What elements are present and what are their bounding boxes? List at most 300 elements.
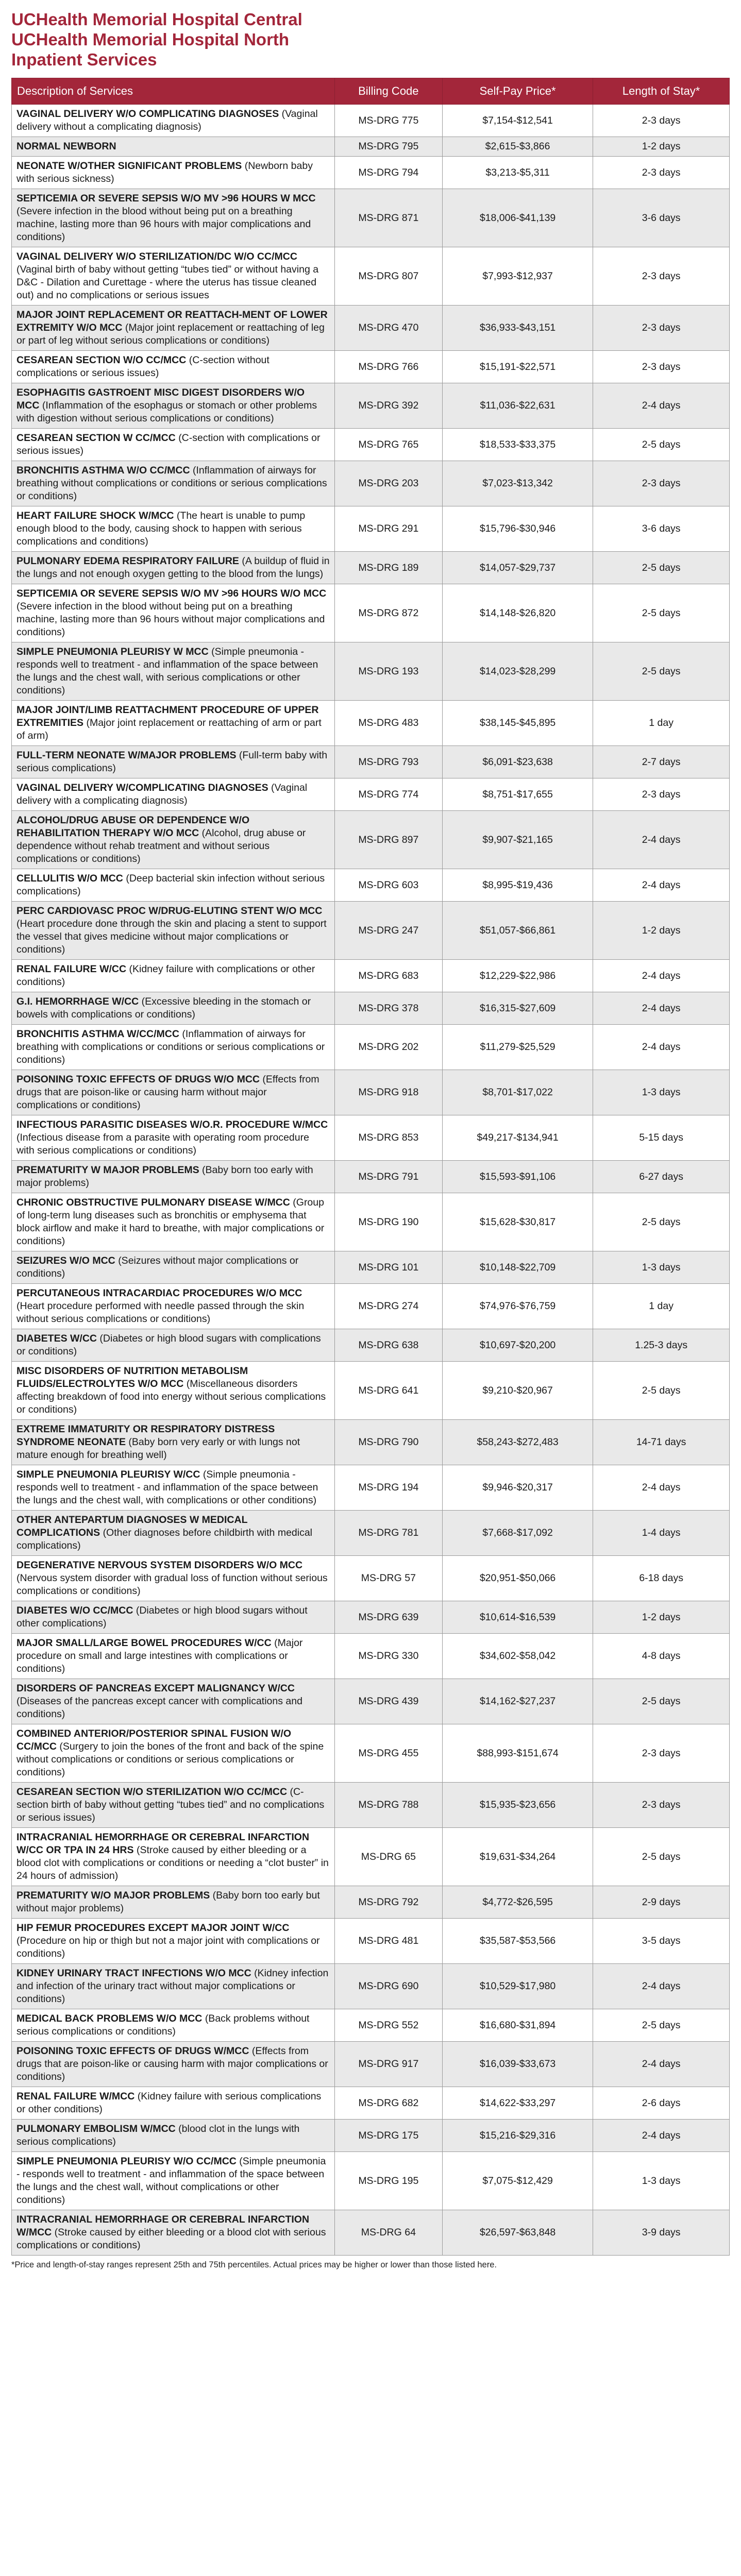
self-pay-price-cell: $15,935-$23,656 — [442, 1783, 593, 1828]
service-description-cell — [12, 584, 335, 642]
billing-code-cell: MS-DRG 330 — [334, 1634, 442, 1679]
table-row — [12, 1724, 730, 1783]
service-detail: (Procedure on hip or thigh but not a major joint with complications or conditions) — [16, 1935, 320, 1959]
service-detail: (Vaginal delivery without a complicating diagnosis) — [16, 108, 318, 132]
length-of-stay-cell: 2-5 days — [593, 2009, 730, 2042]
services-table — [11, 78, 730, 2256]
billing-code-cell: MS-DRG 203 — [334, 461, 442, 506]
length-of-stay-cell: 5-15 days — [593, 1115, 730, 1161]
table-row — [12, 778, 730, 811]
service-description-cell — [12, 247, 335, 306]
length-of-stay-cell: 2-3 days — [593, 247, 730, 306]
length-of-stay-cell: 1-2 days — [593, 137, 730, 157]
service-title: FULL-TERM NEONATE W/MAJOR PROBLEMS — [16, 750, 237, 761]
length-of-stay-cell: 1-2 days — [593, 902, 730, 960]
table-row — [12, 506, 730, 552]
service-title: OTHER ANTEPARTUM DIAGNOSES W MEDICAL COMPLICATIONS — [16, 1514, 248, 1538]
billing-code-cell: MS-DRG 918 — [334, 1070, 442, 1115]
billing-code-cell: MS-DRG 775 — [334, 105, 442, 137]
self-pay-price-cell: $8,995-$19,436 — [442, 869, 593, 902]
self-pay-price-cell: $36,933-$43,151 — [442, 306, 593, 351]
billing-code-cell: MS-DRG 603 — [334, 869, 442, 902]
service-detail: (Surgery to join the bones of the front and back of the spine without complications or conditions or serious complications or conditions) — [16, 1741, 324, 1778]
service-description-cell — [12, 1362, 335, 1420]
billing-code-cell: MS-DRG 795 — [334, 137, 442, 157]
service-description-cell — [12, 2087, 335, 2120]
billing-code-cell: MS-DRG 57 — [334, 1556, 442, 1601]
service-detail: (Excessive bleeding in the stomach or bowels with complications or conditions) — [16, 996, 311, 1020]
table-row — [12, 1025, 730, 1070]
service-detail: (Simple pneumonia - responds well to treatment - and inflammation of the space between the lungs and the chest wall, with serious complications or other conditions) — [16, 646, 318, 696]
table-row — [12, 960, 730, 992]
service-detail: (Kidney infection and infection of the urinary tract without major complications or conditions) — [16, 1968, 329, 2005]
service-description-cell — [12, 1964, 335, 2009]
self-pay-price-cell: $6,091-$23,638 — [442, 746, 593, 778]
length-of-stay-cell: 1 day — [593, 1284, 730, 1329]
service-detail: (Baby born very early or with lungs not mature enough for breathing well) — [16, 1436, 300, 1461]
billing-code-cell: MS-DRG 392 — [334, 383, 442, 429]
table-row — [12, 2210, 730, 2256]
billing-code-cell: MS-DRG 194 — [334, 1465, 442, 1511]
service-detail: (The heart is unable to pump enough blood to the body, causing shock to happen with serious complications and conditions) — [16, 510, 306, 547]
length-of-stay-cell: 2-3 days — [593, 157, 730, 189]
service-title: ALCOHOL/DRUG ABUSE OR DEPENDENCE W/O REHABILITATION THERAPY W/O MCC — [16, 815, 250, 839]
service-description-cell — [12, 2009, 335, 2042]
self-pay-price-cell: $74,976-$76,759 — [442, 1284, 593, 1329]
service-description-cell — [12, 1634, 335, 1679]
length-of-stay-cell: 14-71 days — [593, 1420, 730, 1465]
length-of-stay-cell: 2-3 days — [593, 306, 730, 351]
service-title: SIMPLE PNEUMONIA PLEURISY W/O CC/MCC — [16, 2156, 237, 2167]
service-title: BRONCHITIS ASTHMA W/CC/MCC — [16, 1028, 179, 1040]
service-detail: (Major procedure on small and large intestines with complications or conditions) — [16, 1637, 303, 1674]
length-of-stay-cell: 2-3 days — [593, 1783, 730, 1828]
table-row — [12, 1161, 730, 1193]
self-pay-price-cell: $7,075-$12,429 — [442, 2152, 593, 2210]
service-description-cell — [12, 1420, 335, 1465]
service-description-cell — [12, 1783, 335, 1828]
billing-code-cell: MS-DRG 202 — [334, 1025, 442, 1070]
length-of-stay-cell: 4-8 days — [593, 1634, 730, 1679]
billing-code-cell: MS-DRG 774 — [334, 778, 442, 811]
service-description-cell — [12, 1329, 335, 1362]
billing-code-cell: MS-DRG 690 — [334, 1964, 442, 2009]
self-pay-price-cell: $16,680-$31,894 — [442, 2009, 593, 2042]
service-title: NEONATE W/OTHER SIGNIFICANT PROBLEMS — [16, 160, 242, 172]
service-description-cell — [12, 701, 335, 746]
service-title: POISONING TOXIC EFFECTS OF DRUGS W/O MCC — [16, 1074, 260, 1085]
table-row — [12, 105, 730, 137]
self-pay-price-cell: $12,229-$22,986 — [442, 960, 593, 992]
service-description-cell — [12, 1193, 335, 1251]
length-of-stay-cell: 2-6 days — [593, 2087, 730, 2120]
length-of-stay-cell: 2-4 days — [593, 2042, 730, 2087]
length-of-stay-cell: 2-3 days — [593, 778, 730, 811]
self-pay-price-cell: $7,023-$13,342 — [442, 461, 593, 506]
table-row — [12, 429, 730, 461]
self-pay-price-cell: $7,668-$17,092 — [442, 1511, 593, 1556]
service-detail: (Nervous system disorder with gradual loss of function without serious complications or conditions) — [16, 1572, 328, 1597]
length-of-stay-cell: 1.25-3 days — [593, 1329, 730, 1362]
self-pay-price-cell: $7,993-$12,937 — [442, 247, 593, 306]
table-row — [12, 1511, 730, 1556]
length-of-stay-cell: 2-4 days — [593, 1025, 730, 1070]
service-title: INFECTIOUS PARASITIC DISEASES W/O.R. PROCEDURE W/MCC — [16, 1119, 328, 1130]
table-row — [12, 1193, 730, 1251]
billing-code-cell: MS-DRG 247 — [334, 902, 442, 960]
self-pay-price-cell: $11,036-$22,631 — [442, 383, 593, 429]
service-detail: (Group of long-term lung diseases such as bronchitis or emphysema that block airflow and make it hard to breathe, with major complications or conditions) — [16, 1197, 325, 1247]
table-header-row — [12, 78, 730, 105]
self-pay-price-cell: $38,145-$45,895 — [442, 701, 593, 746]
service-description-cell — [12, 461, 335, 506]
service-detail: (Miscellaneous disorders affecting breakdown of food into energy without serious complications or conditions) — [16, 1378, 326, 1415]
service-detail: (Kidney failure with serious complications or other conditions) — [16, 2091, 322, 2115]
service-title: PULMONARY EDEMA RESPIRATORY FAILURE — [16, 555, 239, 567]
column-header-length-of-stay: Length of Stay* — [593, 78, 730, 105]
service-title: BRONCHITIS ASTHMA W/O CC/MCC — [16, 465, 190, 476]
service-detail: (Infectious disease from a parasite with operating room procedure with serious complications or conditions) — [16, 1132, 309, 1156]
length-of-stay-cell: 3-6 days — [593, 189, 730, 247]
service-description-cell — [12, 1724, 335, 1783]
service-detail: (Inflammation of airways for breathing without complications or conditions or serious complications or conditions) — [16, 465, 327, 502]
self-pay-price-cell: $10,148-$22,709 — [442, 1251, 593, 1284]
service-detail: (Major joint replacement or reattaching of leg or part of leg without serious complications or conditions) — [16, 322, 325, 346]
billing-code-cell: MS-DRG 853 — [334, 1115, 442, 1161]
service-detail: (Alcohol, drug abuse or dependence without rehab treatment and without serious complications or conditions) — [16, 827, 306, 865]
self-pay-price-cell: $15,216-$29,316 — [442, 2120, 593, 2152]
service-detail: (Effects from drugs that are poison-like or causing harm with major complications or conditions) — [16, 2045, 328, 2082]
service-detail: (Seizures without major complications or conditions) — [16, 1255, 299, 1279]
table-row — [12, 306, 730, 351]
table-row — [12, 157, 730, 189]
length-of-stay-cell: 2-4 days — [593, 2120, 730, 2152]
service-title: G.I. HEMORRHAGE W/CC — [16, 996, 139, 1007]
service-description-cell — [12, 2120, 335, 2152]
service-title: SIMPLE PNEUMONIA PLEURISY W/CC — [16, 1469, 200, 1480]
length-of-stay-cell: 1 day — [593, 701, 730, 746]
billing-code-cell: MS-DRG 378 — [334, 992, 442, 1025]
service-title: SIMPLE PNEUMONIA PLEURISY W MCC — [16, 646, 209, 657]
service-description-cell — [12, 1679, 335, 1724]
service-description-cell — [12, 1601, 335, 1634]
self-pay-price-cell: $11,279-$25,529 — [442, 1025, 593, 1070]
self-pay-price-cell: $58,243-$272,483 — [442, 1420, 593, 1465]
self-pay-price-cell: $14,148-$26,820 — [442, 584, 593, 642]
service-description-cell — [12, 1828, 335, 1886]
length-of-stay-cell: 3-6 days — [593, 506, 730, 552]
table-row — [12, 189, 730, 247]
length-of-stay-cell: 2-5 days — [593, 642, 730, 701]
self-pay-price-cell: $14,023-$28,299 — [442, 642, 593, 701]
service-description-cell — [12, 1919, 335, 1964]
service-description-cell — [12, 1161, 335, 1193]
service-title: SEIZURES W/O MCC — [16, 1255, 115, 1266]
billing-code-cell: MS-DRG 65 — [334, 1828, 442, 1886]
length-of-stay-cell: 2-4 days — [593, 1964, 730, 2009]
self-pay-price-cell: $3,213-$5,311 — [442, 157, 593, 189]
service-detail: (Inflammation of the esophagus or stomach or other problems with digestion without serious complications or conditions) — [16, 400, 317, 424]
column-header-description: Description of Services — [12, 78, 335, 105]
self-pay-price-cell: $2,615-$3,866 — [442, 137, 593, 157]
service-detail: (Major joint replacement or reattaching of arm or part of arm) — [16, 717, 322, 741]
service-description-cell — [12, 552, 335, 584]
table-row — [12, 1362, 730, 1420]
billing-code-cell: MS-DRG 64 — [334, 2210, 442, 2256]
billing-code-cell: MS-DRG 872 — [334, 584, 442, 642]
service-title: CESAREAN SECTION W CC/MCC — [16, 432, 176, 444]
service-title: COMBINED ANTERIOR/POSTERIOR SPINAL FUSION W/O CC/MCC — [16, 1728, 292, 1752]
length-of-stay-cell: 2-4 days — [593, 811, 730, 869]
self-pay-price-cell: $4,772-$26,595 — [442, 1886, 593, 1919]
service-title: MISC DISORDERS OF NUTRITION METABOLISM FLUIDS/ELECTROLYTES W/O MCC — [16, 1365, 248, 1389]
length-of-stay-cell: 2-4 days — [593, 383, 730, 429]
length-of-stay-cell: 2-4 days — [593, 992, 730, 1025]
service-description-cell — [12, 1284, 335, 1329]
length-of-stay-cell: 2-5 days — [593, 1679, 730, 1724]
service-detail: (Simple pneumonia - responds well to treatment - and inflammation of the space between the lungs and the chest wall, without complications or other conditions) — [16, 2156, 326, 2206]
service-description-cell — [12, 1070, 335, 1115]
table-row — [12, 2042, 730, 2087]
billing-code-cell: MS-DRG 638 — [334, 1329, 442, 1362]
service-description-cell — [12, 2210, 335, 2256]
self-pay-price-cell: $16,315-$27,609 — [442, 992, 593, 1025]
billing-code-cell: MS-DRG 483 — [334, 701, 442, 746]
billing-code-cell: MS-DRG 766 — [334, 351, 442, 383]
self-pay-price-cell: $8,701-$17,022 — [442, 1070, 593, 1115]
table-row — [12, 351, 730, 383]
service-detail: (C-section birth of baby without getting “tubes tied” and no complications or serious issues) — [16, 1786, 325, 1823]
self-pay-price-cell: $20,951-$50,066 — [442, 1556, 593, 1601]
length-of-stay-cell: 3-5 days — [593, 1919, 730, 1964]
table-row — [12, 2087, 730, 2120]
service-detail: (Stroke caused by either bleeding or a blood clot with serious complications or conditions) — [16, 2227, 326, 2251]
service-title: VAGINAL DELIVERY W/O COMPLICATING DIAGNOSES — [16, 108, 279, 120]
column-header-billing-code: Billing Code — [334, 78, 442, 105]
service-description-cell — [12, 746, 335, 778]
service-description-cell — [12, 351, 335, 383]
self-pay-price-cell: $8,751-$17,655 — [442, 778, 593, 811]
billing-code-cell: MS-DRG 552 — [334, 2009, 442, 2042]
length-of-stay-cell: 3-9 days — [593, 2210, 730, 2256]
service-detail: (Severe infection in the blood without being put on a breathing machine, lasting more than 96 hours with major complications and conditions) — [16, 206, 311, 243]
table-row — [12, 1465, 730, 1511]
self-pay-price-cell: $15,628-$30,817 — [442, 1193, 593, 1251]
self-pay-price-cell: $16,039-$33,673 — [442, 2042, 593, 2087]
service-title: INTRACRANIAL HEMORRHAGE OR CEREBRAL INFARCTION W/MCC — [16, 2214, 310, 2238]
service-title: POISONING TOXIC EFFECTS OF DRUGS W/MCC — [16, 2045, 249, 2057]
self-pay-price-cell: $49,217-$134,941 — [442, 1115, 593, 1161]
service-description-cell — [12, 1511, 335, 1556]
service-description-cell — [12, 1556, 335, 1601]
service-detail: (Vaginal delivery with a complicating diagnosis) — [16, 782, 308, 806]
length-of-stay-cell: 2-5 days — [593, 1828, 730, 1886]
table-row — [12, 746, 730, 778]
table-row — [12, 1679, 730, 1724]
service-detail: (C-section without complications or serious issues) — [16, 354, 270, 379]
length-of-stay-cell: 1-3 days — [593, 1070, 730, 1115]
service-detail: (Diabetes or high blood sugars with complications or conditions) — [16, 1333, 321, 1357]
billing-code-cell: MS-DRG 481 — [334, 1919, 442, 1964]
service-description-cell — [12, 1115, 335, 1161]
billing-code-cell: MS-DRG 193 — [334, 642, 442, 701]
service-description-cell — [12, 1025, 335, 1070]
self-pay-price-cell: $18,006-$41,139 — [442, 189, 593, 247]
service-title: DISORDERS OF PANCREAS EXCEPT MALIGNANCY W/CC — [16, 1683, 295, 1694]
length-of-stay-cell: 2-3 days — [593, 351, 730, 383]
table-row — [12, 2009, 730, 2042]
service-title: HEART FAILURE SHOCK W/MCC — [16, 510, 174, 521]
billing-code-cell: MS-DRG 792 — [334, 1886, 442, 1919]
service-description-cell — [12, 992, 335, 1025]
billing-code-cell: MS-DRG 189 — [334, 552, 442, 584]
billing-code-cell: MS-DRG 791 — [334, 1161, 442, 1193]
billing-code-cell: MS-DRG 781 — [334, 1511, 442, 1556]
title-line-2: UCHealth Memorial Hospital North — [11, 30, 290, 49]
service-description-cell — [12, 105, 335, 137]
service-title: MAJOR JOINT REPLACEMENT OR REATTACH-MENT OF LOWER EXTREMITY W/O MCC — [16, 309, 328, 333]
billing-code-cell: MS-DRG 639 — [334, 1601, 442, 1634]
service-description-cell — [12, 2042, 335, 2087]
self-pay-price-cell: $19,631-$34,264 — [442, 1828, 593, 1886]
billing-code-cell: MS-DRG 683 — [334, 960, 442, 992]
service-detail: (Baby born too early but without major problems) — [16, 1890, 320, 1914]
billing-code-cell: MS-DRG 439 — [334, 1679, 442, 1724]
service-title: ESOPHAGITIS GASTROENT MISC DIGEST DISORDERS W/O MCC — [16, 387, 305, 411]
billing-code-cell: MS-DRG 788 — [334, 1783, 442, 1828]
length-of-stay-cell: 2-3 days — [593, 461, 730, 506]
length-of-stay-cell: 2-3 days — [593, 105, 730, 137]
table-row — [12, 1556, 730, 1601]
billing-code-cell: MS-DRG 793 — [334, 746, 442, 778]
service-title: RENAL FAILURE W/MCC — [16, 2091, 135, 2102]
table-row — [12, 1919, 730, 1964]
title-line-1: UCHealth Memorial Hospital Central — [11, 10, 302, 29]
table-row — [12, 247, 730, 306]
table-row — [12, 1284, 730, 1329]
service-title: NORMAL NEWBORN — [16, 141, 116, 152]
table-row — [12, 1634, 730, 1679]
service-detail: (A buildup of fluid in the lungs and not enough oxygen getting to the blood from the lungs) — [16, 555, 330, 580]
service-description-cell — [12, 137, 335, 157]
length-of-stay-cell: 2-5 days — [593, 584, 730, 642]
billing-code-cell: MS-DRG 190 — [334, 1193, 442, 1251]
service-detail: (Kidney failure with complications or other conditions) — [16, 963, 315, 988]
billing-code-cell: MS-DRG 101 — [334, 1251, 442, 1284]
header-title — [11, 9, 730, 70]
billing-code-cell: MS-DRG 470 — [334, 306, 442, 351]
billing-code-cell: MS-DRG 641 — [334, 1362, 442, 1420]
length-of-stay-cell: 1-3 days — [593, 1251, 730, 1284]
service-title: MAJOR JOINT/LIMB REATTACHMENT PROCEDURE OF UPPER EXTREMITIES — [16, 704, 319, 728]
service-detail: (Heart procedure performed with needle passed through the skin without serious complications or conditions) — [16, 1300, 305, 1325]
billing-code-cell: MS-DRG 682 — [334, 2087, 442, 2120]
billing-code-cell: MS-DRG 794 — [334, 157, 442, 189]
table-row — [12, 701, 730, 746]
self-pay-price-cell: $10,529-$17,980 — [442, 1964, 593, 2009]
length-of-stay-cell: 2-7 days — [593, 746, 730, 778]
length-of-stay-cell: 6-27 days — [593, 1161, 730, 1193]
length-of-stay-cell: 2-4 days — [593, 1465, 730, 1511]
billing-code-cell: MS-DRG 455 — [334, 1724, 442, 1783]
service-description-cell — [12, 1251, 335, 1284]
length-of-stay-cell: 1-3 days — [593, 2152, 730, 2210]
self-pay-price-cell: $26,597-$63,848 — [442, 2210, 593, 2256]
billing-code-cell: MS-DRG 897 — [334, 811, 442, 869]
service-title: EXTREME IMMATURITY OR RESPIRATORY DISTRESS SYNDROME NEONATE — [16, 1423, 275, 1448]
table-row — [12, 869, 730, 902]
table-row — [12, 1329, 730, 1362]
service-description-cell — [12, 1886, 335, 1919]
service-detail: (Vaginal birth of baby without getting “tubes tied” or without having a D&C - Dilation and Curettage - where the uterus has tissue cleaned out) and no complications or serious issues — [16, 264, 319, 301]
service-title: DIABETES W/CC — [16, 1333, 97, 1344]
service-description-cell — [12, 429, 335, 461]
table-body — [12, 105, 730, 2256]
service-title: CELLULITIS W/O MCC — [16, 873, 123, 884]
table-row — [12, 1070, 730, 1115]
service-detail: (Heart procedure done through the skin and placing a stent to support the vessel that gives medicine without major complications or conditions) — [16, 918, 327, 955]
service-title: RENAL FAILURE W/CC — [16, 963, 127, 975]
table-row — [12, 1251, 730, 1284]
length-of-stay-cell: 2-4 days — [593, 960, 730, 992]
self-pay-price-cell: $15,593-$91,106 — [442, 1161, 593, 1193]
length-of-stay-cell: 2-5 days — [593, 552, 730, 584]
length-of-stay-cell: 2-5 days — [593, 1362, 730, 1420]
length-of-stay-cell: 2-3 days — [593, 1724, 730, 1783]
billing-code-cell: MS-DRG 790 — [334, 1420, 442, 1465]
service-title: MAJOR SMALL/LARGE BOWEL PROCEDURES W/CC — [16, 1637, 272, 1649]
table-row — [12, 2120, 730, 2152]
self-pay-price-cell: $14,162-$27,237 — [442, 1679, 593, 1724]
table-row — [12, 992, 730, 1025]
service-detail: (Deep bacterial skin infection without serious complications) — [16, 873, 325, 897]
service-detail: (Simple pneumonia - responds well to treatment - and inflammation of the space between the lungs and the chest wall, with complications or other conditions) — [16, 1469, 318, 1506]
length-of-stay-cell: 2-9 days — [593, 1886, 730, 1919]
column-header-self-pay-price: Self-Pay Price* — [442, 78, 593, 105]
billing-code-cell: MS-DRG 871 — [334, 189, 442, 247]
table-row — [12, 1828, 730, 1886]
service-description-cell — [12, 778, 335, 811]
service-description-cell — [12, 811, 335, 869]
service-description-cell — [12, 902, 335, 960]
service-title: INTRACRANIAL HEMORRHAGE OR CEREBRAL INFARCTION W/CC OR TPA IN 24 HRS — [16, 1832, 310, 1856]
self-pay-price-cell: $14,622-$33,297 — [442, 2087, 593, 2120]
table-row — [12, 1115, 730, 1161]
service-description-cell — [12, 506, 335, 552]
billing-code-cell: MS-DRG 807 — [334, 247, 442, 306]
self-pay-price-cell: $18,533-$33,375 — [442, 429, 593, 461]
service-detail: (Stroke caused by either bleeding or a blood clot with complications or conditions or needing a “clot buster” in 24 hours of admission) — [16, 1844, 329, 1882]
service-detail: (Diseases of the pancreas except cancer with complications and conditions) — [16, 1696, 302, 1720]
service-title: PERC CARDIOVASC PROC W/DRUG-ELUTING STENT W/O MCC — [16, 905, 323, 917]
service-title: CESAREAN SECTION W/O CC/MCC — [16, 354, 187, 366]
service-title: VAGINAL DELIVERY W/O STERILIZATION/DC W/O CC/MCC — [16, 251, 297, 262]
length-of-stay-cell: 2-5 days — [593, 1193, 730, 1251]
footnote: *Price and length-of-stay ranges represent 25th and 75th percentiles. Actual prices may be higher or lower than those listed here. — [11, 2260, 497, 2269]
table-row — [12, 1964, 730, 2009]
self-pay-price-cell: $51,057-$66,861 — [442, 902, 593, 960]
billing-code-cell: MS-DRG 291 — [334, 506, 442, 552]
service-description-cell — [12, 960, 335, 992]
service-detail: (Effects from drugs that are poison-like or causing harm without major complications or conditions) — [16, 1074, 319, 1111]
self-pay-price-cell: $10,697-$20,200 — [442, 1329, 593, 1362]
table-row — [12, 1420, 730, 1465]
service-detail: (blood clot in the lungs with serious complications) — [16, 2123, 300, 2147]
service-detail: (Full-term baby with serious complications) — [16, 750, 328, 774]
service-title: SEPTICEMIA OR SEVERE SEPSIS W/O MV >96 HOURS W/O MCC — [16, 588, 327, 599]
self-pay-price-cell: $10,614-$16,539 — [442, 1601, 593, 1634]
length-of-stay-cell: 6-18 days — [593, 1556, 730, 1601]
